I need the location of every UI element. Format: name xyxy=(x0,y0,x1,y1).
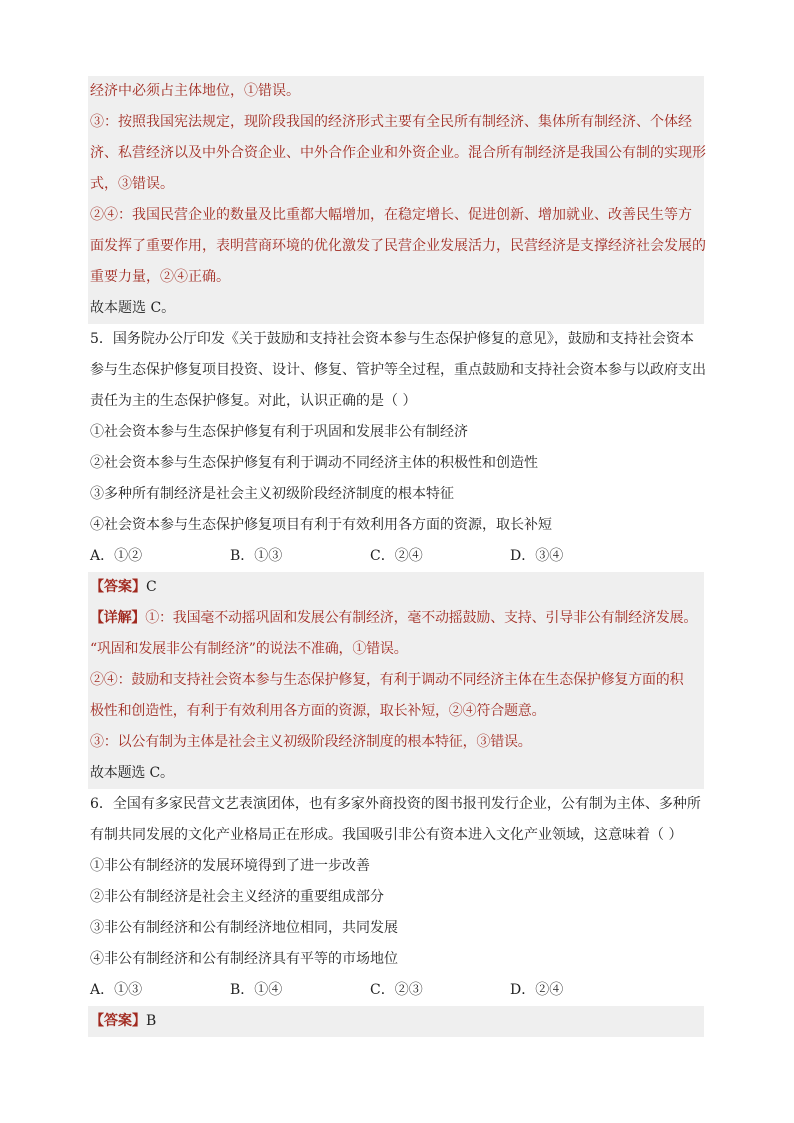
text-line: 责任为主的生态保护修复。对此，认识正确的是（ ） xyxy=(90,393,417,409)
q5-answer xyxy=(88,572,704,603)
answer-tag: 【答案】 xyxy=(90,579,146,595)
detail-text: 故本题选 C。 xyxy=(90,765,174,781)
q6-option-c: C．②③ xyxy=(370,982,423,998)
q6-option-b: B．①④ xyxy=(230,982,283,998)
detail-text: ①：我国毫不动摇巩固和发展公有制经济，毫不动摇鼓励、支持、引导非公有制经济发展。 xyxy=(145,610,698,626)
q5-option-d: D．③④ xyxy=(510,548,564,564)
q4-analysis-block xyxy=(88,76,704,541)
detail-text: “巩固和发展非公有制经济”的说法不准确，①错误。 xyxy=(90,641,408,657)
q5-option-c: C．②④ xyxy=(370,548,423,564)
detail-line xyxy=(88,727,704,758)
question-line: ④非公有制经济和公有制经济具有平等的市场地位 xyxy=(90,951,398,967)
question-line: 有制共同发展的文化产业格局正在形成。我国吸引非公有资本进入文化产业领域，这意味着（ ） xyxy=(90,827,683,843)
text-line: 重要力量，②④正确。 xyxy=(88,262,704,293)
detail-text: 极性和创造性，有利于有效利用各方面的资源，取长补短，②④符合题意。 xyxy=(90,703,546,719)
detail-text: ②④：鼓励和支持社会资本参与生态保护修复，有利于调动不同经济主体在生态保护修复方面的积 xyxy=(90,672,684,688)
q6-answer xyxy=(88,1006,704,1037)
text-line: ③多种所有制经济是社会主义初级阶段经济制度的根本特征 xyxy=(90,486,454,502)
question-line: ②非公有制经济是社会主义经济的重要组成部分 xyxy=(90,889,384,905)
q6-options xyxy=(88,975,704,1006)
text-line: ②④：我国民营企业的数量及比重都大幅增加，在稳定增长、促进创新、增加就业、改善民生等方 xyxy=(88,200,704,231)
detail-line xyxy=(88,758,704,789)
text-line: 参与生态保护修复项目投资、设计、修复、管护等全过程，重点鼓励和支持社会资本参与以政府支出 xyxy=(90,362,706,378)
q5-detail-block xyxy=(88,603,704,789)
q5-option-a: A．①② xyxy=(90,548,143,564)
text-line: ④社会资本参与生态保护修复项目有利于有效利用各方面的资源，取长补短 xyxy=(90,517,552,533)
detail-line xyxy=(88,634,704,665)
detail-line xyxy=(88,665,704,696)
question-line: ③非公有制经济和公有制经济地位相同，共同发展 xyxy=(90,920,398,936)
q6-question-block xyxy=(88,789,704,975)
answer-tag: 【答案】 xyxy=(90,1013,146,1029)
text-line: ③：按照我国宪法规定，现阶段我国的经济形式主要有全民所有制经济、集体所有制经济、个体经 xyxy=(88,107,704,138)
text-line: ①社会资本参与生态保护修复有利于巩固和发展非公有制经济 xyxy=(90,424,468,440)
question-line: 6．全国有多家民营文艺表演团体，也有多家外商投资的图书报刊发行企业，公有制为主体、多种所 xyxy=(90,796,701,812)
q5-option-b: B．①③ xyxy=(230,548,283,564)
text-line: 济、私营经济以及中外合资企业、中外合作企业和外资企业。混合所有制经济是我国公有制的实现形 xyxy=(88,138,704,169)
text-line: 故本题选 C。 xyxy=(88,293,704,324)
detail-line xyxy=(88,603,704,634)
detail-text: ③：以公有制为主体是社会主义初级阶段经济制度的根本特征，③错误。 xyxy=(90,734,532,750)
document-content xyxy=(88,76,704,1037)
text-line: 经济中必须占主体地位，①错误。 xyxy=(88,76,704,107)
text-line: ②社会资本参与生态保护修复有利于调动不同经济主体的积极性和创造性 xyxy=(90,455,538,471)
answer-value: C xyxy=(146,579,157,595)
text-line: 面发挥了重要作用，表明营商环境的优化激发了民营企业发展活力，民营经济是支撑经济社会发展的 xyxy=(88,231,704,262)
q6-option-a: A．①③ xyxy=(90,982,143,998)
answer-value: B xyxy=(146,1013,157,1029)
text-line: 式，③错误。 xyxy=(88,169,704,200)
q5-options xyxy=(88,541,704,572)
text-line: 5．国务院办公厅印发《关于鼓励和支持社会资本参与生态保护修复的意见》，鼓励和支持社会资本 xyxy=(90,331,694,347)
q6-option-d: D．②④ xyxy=(510,982,564,998)
detail-line xyxy=(88,696,704,727)
question-line: ①非公有制经济的发展环境得到了进一步改善 xyxy=(90,858,370,874)
detail-tag: 【详解】 xyxy=(90,610,146,626)
